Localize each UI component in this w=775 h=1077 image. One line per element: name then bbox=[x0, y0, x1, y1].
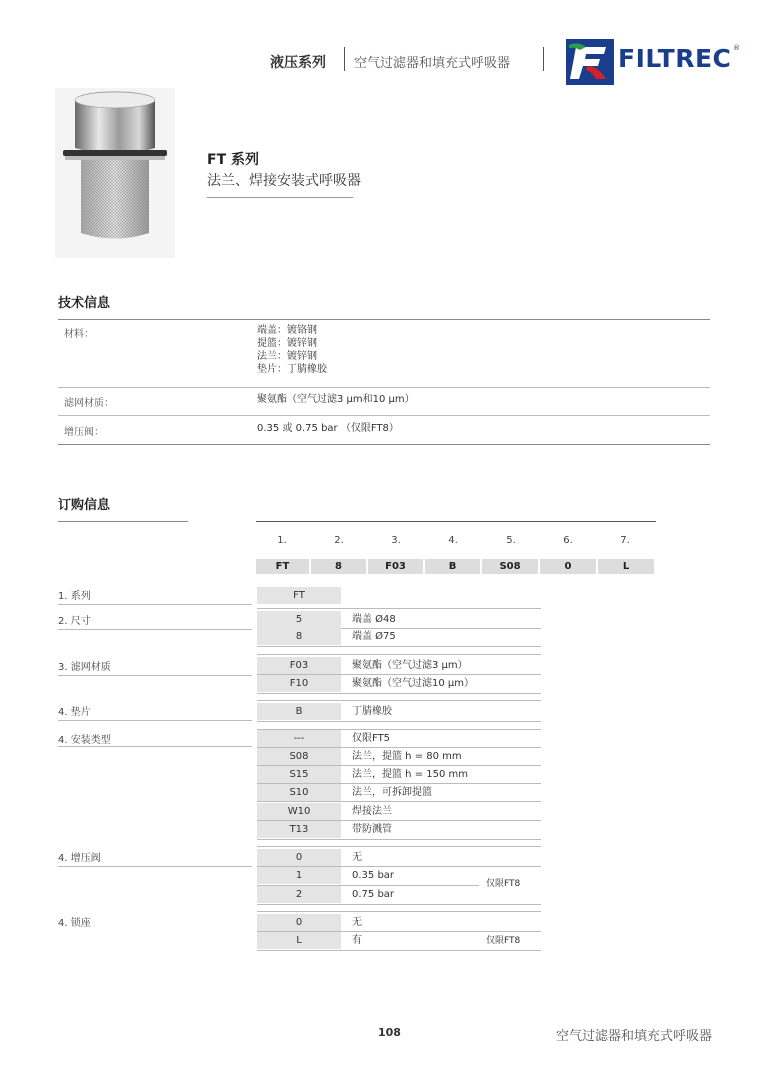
option-code: S10 bbox=[257, 784, 341, 801]
group-label-rule bbox=[58, 720, 252, 721]
group-label-rule bbox=[58, 629, 252, 630]
option-desc: 焊接法兰 bbox=[352, 806, 392, 817]
order-group-label: 4. 锁座 bbox=[58, 918, 91, 929]
example-code-cell: L bbox=[598, 559, 654, 574]
tech-row-rule bbox=[58, 415, 710, 416]
position-number: 6. bbox=[563, 535, 573, 546]
option-desc: 法兰，可拆卸提篮 bbox=[352, 787, 432, 798]
header-divider bbox=[543, 47, 544, 71]
position-number: 3. bbox=[391, 535, 401, 546]
option-code: 2 bbox=[257, 886, 341, 903]
tech-value-material-line: 端盖：镀铬钢 bbox=[257, 325, 317, 336]
option-code: 0 bbox=[257, 849, 341, 866]
option-rule bbox=[257, 839, 541, 840]
option-code: F03 bbox=[257, 657, 341, 674]
tech-top-rule bbox=[58, 319, 710, 320]
footer-title: 空气过滤器和填充式呼吸器 bbox=[556, 1029, 713, 1044]
example-code-cell: 0 bbox=[540, 559, 596, 574]
option-code: 1 bbox=[257, 867, 341, 884]
order-group-label: 1. 系列 bbox=[58, 591, 91, 602]
product-title: FT 系列 bbox=[207, 152, 259, 168]
tech-row-rule bbox=[58, 387, 710, 388]
option-desc: 0.35 bar bbox=[352, 870, 395, 881]
title-rule bbox=[207, 197, 353, 198]
page-number: 108 bbox=[378, 1026, 401, 1039]
option-rule bbox=[257, 846, 541, 847]
registered-mark: ® bbox=[733, 44, 740, 52]
option-code: --- bbox=[257, 730, 341, 747]
option-code: B bbox=[257, 703, 341, 720]
option-rule bbox=[257, 721, 541, 722]
option-desc: 端盖 Ø48 bbox=[352, 614, 396, 625]
example-code-cell: F03 bbox=[368, 559, 423, 574]
option-desc: 无 bbox=[352, 852, 362, 863]
option-desc: 0.75 bar bbox=[352, 889, 395, 900]
option-code: S08 bbox=[257, 748, 341, 765]
position-top-rule bbox=[256, 521, 656, 522]
option-desc: 端盖 Ø75 bbox=[352, 631, 396, 642]
option-note: 仅限FT8 bbox=[486, 879, 521, 889]
order-heading-rule bbox=[58, 521, 188, 522]
option-code: W10 bbox=[257, 803, 341, 820]
product-subtitle: 法兰、焊接安装式呼吸器 bbox=[207, 173, 361, 189]
option-rule bbox=[257, 693, 541, 694]
option-code: 8 bbox=[257, 628, 341, 645]
option-code: 0 bbox=[257, 914, 341, 931]
option-desc: 丁腈橡胶 bbox=[352, 706, 392, 717]
position-number: 7. bbox=[620, 535, 630, 546]
position-number: 4. bbox=[448, 535, 458, 546]
order-group-label: 4. 增压阀 bbox=[58, 853, 101, 864]
option-desc: 无 bbox=[352, 917, 362, 928]
group-label-rule bbox=[58, 866, 252, 867]
order-heading: 订购信息 bbox=[58, 498, 111, 513]
option-desc: 有 bbox=[352, 935, 362, 946]
tech-value-material-line: 法兰：镀锌钢 bbox=[257, 351, 317, 362]
tech-label-valve: 增压阀： bbox=[64, 427, 104, 438]
header-category: 液压系列 bbox=[270, 55, 326, 71]
position-number: 1. bbox=[277, 535, 287, 546]
option-rule bbox=[257, 801, 541, 802]
tech-value-material-line: 垫片：丁腈橡胶 bbox=[257, 364, 327, 375]
option-desc: 聚氨酯（空气过滤3 μm） bbox=[352, 660, 468, 671]
option-desc: 法兰，提篮 h = 150 mm bbox=[352, 769, 469, 780]
example-code-cell: 8 bbox=[311, 559, 366, 574]
group-label-rule bbox=[58, 604, 252, 605]
option-rule bbox=[257, 700, 541, 701]
brand-name: FILTREC bbox=[618, 44, 732, 73]
tech-heading: 技术信息 bbox=[58, 296, 111, 311]
option-code: F10 bbox=[257, 675, 341, 692]
option-rule bbox=[257, 654, 541, 655]
example-code-cell: S08 bbox=[482, 559, 538, 574]
filtrec-logo-icon bbox=[566, 39, 614, 85]
breather-product-image bbox=[55, 88, 175, 258]
header-divider bbox=[344, 47, 345, 71]
group-label-rule bbox=[58, 675, 252, 676]
option-rule bbox=[257, 904, 541, 905]
option-desc: 聚氨酯（空气过滤10 μm） bbox=[352, 678, 475, 689]
position-number: 2. bbox=[334, 535, 344, 546]
example-code-cell: FT bbox=[256, 559, 309, 574]
option-code: FT bbox=[257, 587, 341, 604]
option-code: 5 bbox=[257, 611, 341, 628]
tech-label-material: 材料： bbox=[64, 329, 94, 340]
tech-value-mesh: 聚氨酯（空气过滤3 μm和10 μm） bbox=[257, 394, 415, 405]
order-group-label: 2. 尺寸 bbox=[58, 616, 91, 627]
tech-label-mesh: 滤网材质： bbox=[64, 398, 114, 409]
option-desc: 仅限FT5 bbox=[352, 733, 391, 744]
order-group-label: 4. 安装类型 bbox=[58, 735, 111, 746]
option-desc: 带防溅管 bbox=[352, 824, 392, 835]
option-code: T13 bbox=[257, 821, 341, 838]
option-rule bbox=[257, 950, 541, 951]
tech-bottom-rule bbox=[58, 444, 710, 445]
tech-value-valve: 0.35 或 0.75 bar （仅限FT8） bbox=[257, 423, 399, 434]
option-desc: 法兰，提篮 h = 80 mm bbox=[352, 751, 462, 762]
option-code: S15 bbox=[257, 766, 341, 783]
header-subcategory: 空气过滤器和填充式呼吸器 bbox=[354, 56, 511, 71]
option-code: L bbox=[257, 932, 341, 949]
option-note: 仅限FT8 bbox=[486, 936, 521, 946]
order-group-label: 4. 垫片 bbox=[58, 707, 91, 718]
option-rule bbox=[257, 911, 541, 912]
order-group-label: 3. 滤网材质 bbox=[58, 662, 111, 673]
option-rule bbox=[257, 608, 541, 609]
tech-value-material-line: 提篮：镀锌钢 bbox=[257, 338, 317, 349]
group-label-rule bbox=[58, 746, 252, 747]
option-rule bbox=[257, 646, 541, 647]
example-code-cell: B bbox=[425, 559, 480, 574]
position-number: 5. bbox=[506, 535, 516, 546]
